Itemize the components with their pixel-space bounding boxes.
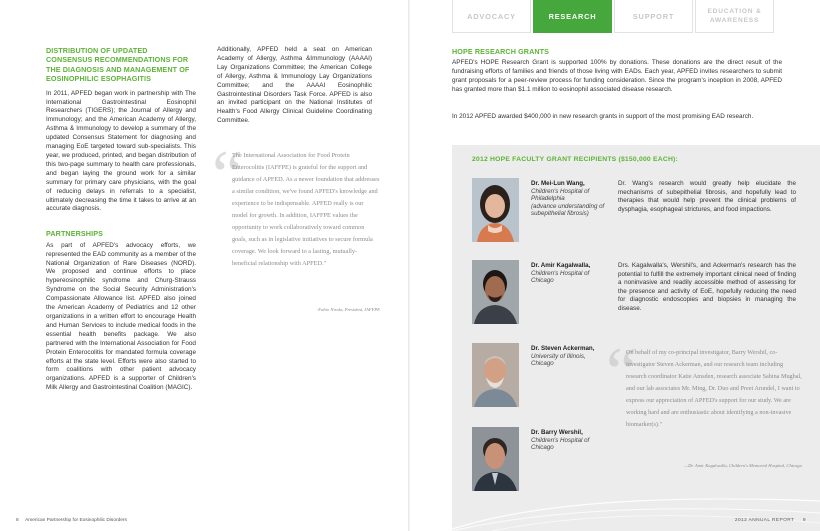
recipient-name: Dr. Barry Wershil, bbox=[531, 429, 583, 436]
partnerships-heading: PARTNERSHIPS bbox=[46, 229, 103, 239]
tab-support[interactable]: SUPPORT bbox=[614, 0, 693, 33]
right-footer-title: 2012 ANNUAL REPORT bbox=[734, 518, 795, 523]
recipient-card bbox=[472, 178, 796, 242]
recipient-photo bbox=[472, 260, 519, 324]
committees-body: Additionally, APFED held a seat on American Academy of Allergy, Asthma &Immunology (AAAAI) Lay Organizations Committee; the American College of Allergy, Asthma & Immunology Lay Organizations Committee; and the AAAAI Eosinophilic Gastrointestinal Disorders Task Force. APFED is also an invited participant on the National Institutes of Health's Food Allergy Clinical Guideline Coordinating Committee. bbox=[217, 46, 372, 125]
recipient-description: Drs. Kagalwalla's, Wershil's, and Ackerman's research has the potential to fulfill the extremely important clinical need of finding a noninvasive and readily accessible method of assessing for the presence and activity of EoE, hopefully reducing the need for diagnostic endoscopies and biopsies in managing the disease. bbox=[618, 262, 796, 312]
recipient-affiliation: Children's Hospital of Chicago bbox=[531, 269, 590, 285]
section-nav bbox=[452, 0, 820, 33]
quote-mark-icon: “ bbox=[212, 137, 244, 214]
recipient-affiliation: University of Illinois, Chicago bbox=[531, 352, 586, 368]
quote-mark-icon: “ bbox=[606, 334, 638, 411]
left-footer bbox=[16, 518, 127, 523]
tab-research[interactable]: RESEARCH bbox=[533, 0, 612, 33]
grant-recipients-title: 2012 HOPE FACULTY GRANT RECIPIENTS ($150,000 EACH): bbox=[472, 156, 678, 163]
recipient-name-block bbox=[531, 429, 609, 452]
recipient-description: Dr. Wang's research would greatly help elucidate the mechanisms of subepithelial fibrosis, and hopefully lead to therapies that would help prevent the clinical problems of dysphagia, esophageal strictures, and food impactions. bbox=[618, 180, 796, 213]
tab-advocacy[interactable]: ADVOCACY bbox=[452, 0, 531, 33]
left-page-number: 8 bbox=[16, 518, 19, 523]
recipient-photo bbox=[472, 178, 519, 242]
hope-grants-heading: HOPE RESEARCH GRANTS bbox=[452, 47, 550, 56]
recipient-name: Dr. Amir Kagalwalla, bbox=[531, 262, 591, 269]
recipient-photo bbox=[472, 343, 519, 407]
hope-grants-award: In 2012 APFED awarded $400,000 in new research grants in support of the most promising EAD research. bbox=[452, 113, 754, 120]
left-footer-title: American Partnership for Eosinophilic Disorders bbox=[25, 518, 127, 523]
tab-education-awareness[interactable]: EDUCATION & AWARENESS bbox=[695, 0, 774, 33]
right-footer bbox=[735, 518, 806, 523]
hope-grants-body: APFED's HOPE Research Grant is supported 100% by donations. These donations are the direct result of the fundraising efforts of families and friends of those living with EADs. Each year, APFED invites researchers to submit grant proposals for a peer-review process for funding consideration. Since the program's inception in 2008, APFED has granted more than $1.1 million to eosinophil associated disease research. bbox=[452, 59, 782, 93]
left-column-1 bbox=[46, 46, 196, 393]
recipient-name-block bbox=[531, 180, 609, 218]
iaffpe-quote: The International Association for Food Protein Enterocolitis (IAFFPE) is grateful for the support and guidance of APFED. As a newer foundation that addresses a similar condition, we've found APFED's knowledge and experience to be indispensable. APFED really is our model for growth. In addition, IAFFPE values the opportunity to work collaboratively toward common goals, such as in legislative initiatives to secure formula coverage. We look forward to a lasting, mutually-beneficial relationship with APFED." bbox=[232, 152, 380, 267]
iaffpe-quote-attribution: -Fabio Nirula, President, IAFFPE bbox=[316, 307, 380, 312]
recipient-topic: (advance understanding of subepithelial fibrosis) bbox=[531, 202, 605, 218]
kagalwalla-quote-attribution: —Dr. Amir Kagalwalla, Children's Memorial Hospital, Chicago bbox=[683, 463, 802, 468]
kagalwalla-quote: On behalf of my co-principal investigator, Barry Wershil, co-investigator Steven Ackerman, and our research team including research coordinator Katie Amsden, research associate Sabina Mughal, and our lab associates Mr. Ming, Dr. Duo and Preet Arundel, I want to express our appreciation of APFED's support for our study. We are working hard and are enthusiastic about identifying a non-invasive biomarker(s)." bbox=[626, 349, 802, 428]
recipient-name: Dr. Steven Ackerman, bbox=[531, 345, 595, 352]
recipient-card bbox=[472, 260, 796, 324]
partnerships-body: As part of APFED's advocacy efforts, we represented the EAD community as a member of the National Organization of Rare Diseases (NORD). We proposed and continue efforts to place hypereosinophilic syndrome and Churg-Strauss Syndrome on the Social Security Administration's Compassionate Allowance list. APFED also joined the American Academy of Pediatrics and 12 other organizations in a written effort to encourage Health and Human Services to include medical foods in the essential health benefits package. We also partnered with the International Association for Food Protein Enterocolitis for mandated formula coverage efforts at the state level. Efforts were also started to form coalitions with other patient advocacy organizations. APFED is a supporter of Children's Milk Allergy and Gastrointestinal Coalition (MAGIC). bbox=[46, 241, 196, 392]
grant-recipients-panel bbox=[452, 145, 820, 531]
recipient-affiliation: Children's Hospital of Philadelphia bbox=[531, 187, 590, 203]
recipient-name: Dr. Mei-Lun Wang, bbox=[531, 180, 585, 187]
recipient-affiliation: Children's Hospital of Chicago bbox=[531, 436, 590, 452]
left-column-2 bbox=[217, 46, 372, 126]
consensus-body: In 2011, APFED began work in partnership with The International Gastrointestinal Eosinophil Researchers (TIGERS); the Journal of Allergy and Immunology; and the American Academy of Allergy, Asthma & Immunology to develop a summary of the updated Consensus Statement for diagnosing and managing EoE targeted toward sub-specialists. This year, we produced, printed, and began distribution of this two-page summary to health care professionals, and began laying the ground work for a similar summary for primary care physicians, with the goal of reducing delays in referrals to a specialist, ultimately decreasing the time it takes to arrive at an accurate diagnosis. bbox=[46, 89, 196, 213]
consensus-heading: DISTRIBUTION OF UPDATED CONSENSUS RECOMMENDATIONS FOR THE DIAGNOSIS AND MANAGEMENT OF EOSINOPHILIC ESOPHAGITIS bbox=[46, 46, 190, 84]
recipient-name-block bbox=[531, 262, 609, 285]
right-page-number: 9 bbox=[802, 518, 806, 523]
recipient-name-block bbox=[531, 345, 609, 368]
